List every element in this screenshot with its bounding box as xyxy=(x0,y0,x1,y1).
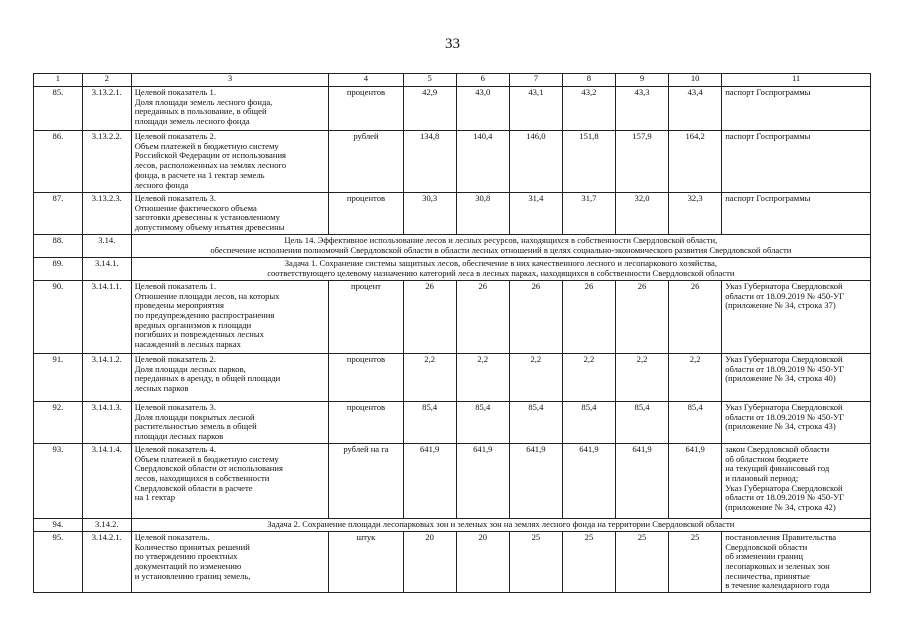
value-cell: 134,8 xyxy=(403,131,456,193)
value-cell: 20 xyxy=(456,531,509,592)
indicators-table xyxy=(33,73,871,593)
value-cell: 151,8 xyxy=(562,131,615,193)
indicator-name: Целевой показатель 3. Отношение фактического объема заготовки древесины к установленному допустимому объему изъятия древесины xyxy=(131,193,329,235)
indicator-name: Целевой показатель. Количество принятых решений по утверждению проектных документаций по изменению и установлению границ земель, xyxy=(131,531,329,592)
value-cell: 26 xyxy=(562,280,615,353)
source-cell: Указ Губернатора Свердловской области от 18.09.2019 № 450-УГ (приложение № 34, строка 40) xyxy=(722,353,871,401)
source-cell: паспорт Госпрограммы xyxy=(722,193,871,235)
row-code: 3.14.1.3. xyxy=(82,401,131,443)
value-cell: 85,4 xyxy=(403,401,456,443)
value-cell: 31,7 xyxy=(562,193,615,235)
page-number: 33 xyxy=(445,36,460,52)
row-code: 3.14.1.2. xyxy=(82,353,131,401)
source-cell: закон Свердловской области об областном бюджете на текущий финансовый год и плановый период; Указ Губернатора Свердловской области от 18.09.2019 № 450-УГ (приложение № 34, строка 42) xyxy=(722,443,871,518)
table-row xyxy=(34,87,871,131)
goal-text: Задача 1. Сохранение системы защитных лесов, обеспечение в них качественного лесного и лесопаркового хозяйства, соответствующего целевому назначению категорий леса в лесных парках, находящихся в собственности Свердловской области xyxy=(131,257,870,280)
goal-row xyxy=(34,518,871,531)
column-number: 5 xyxy=(403,74,456,87)
table-row xyxy=(34,531,871,592)
value-cell: 31,4 xyxy=(509,193,562,235)
goal-row xyxy=(34,257,871,280)
row-number: 88. xyxy=(34,234,83,257)
value-cell: 2,2 xyxy=(562,353,615,401)
row-number: 85. xyxy=(34,87,83,131)
value-cell: 641,9 xyxy=(669,443,722,518)
table-row xyxy=(34,193,871,235)
value-cell: 641,9 xyxy=(456,443,509,518)
value-cell: 30,8 xyxy=(456,193,509,235)
value-cell: 20 xyxy=(403,531,456,592)
value-cell: 30,3 xyxy=(403,193,456,235)
table-header-row xyxy=(34,74,871,87)
indicator-name: Целевой показатель 3. Доля площади покрытых лесной растительностью земель в общей площади лесных парков xyxy=(131,401,329,443)
value-cell: 43,0 xyxy=(456,87,509,131)
table-row xyxy=(34,280,871,353)
value-cell: 85,4 xyxy=(562,401,615,443)
unit-cell: процент xyxy=(329,280,403,353)
row-number: 92. xyxy=(34,401,83,443)
value-cell: 43,1 xyxy=(509,87,562,131)
value-cell: 2,2 xyxy=(403,353,456,401)
value-cell: 25 xyxy=(669,531,722,592)
value-cell: 85,4 xyxy=(509,401,562,443)
row-number: 91. xyxy=(34,353,83,401)
row-number: 94. xyxy=(34,518,83,531)
indicator-name: Целевой показатель 2. Доля площади лесных парков, переданных в аренду, в общей площади лесных парков xyxy=(131,353,329,401)
row-code: 3.14.1.1. xyxy=(82,280,131,353)
value-cell: 2,2 xyxy=(669,353,722,401)
value-cell: 42,9 xyxy=(403,87,456,131)
column-number: 1 xyxy=(34,74,83,87)
value-cell: 2,2 xyxy=(456,353,509,401)
value-cell: 26 xyxy=(509,280,562,353)
value-cell: 164,2 xyxy=(669,131,722,193)
value-cell: 43,4 xyxy=(669,87,722,131)
row-number: 89. xyxy=(34,257,83,280)
indicator-name: Целевой показатель 2. Объем платежей в бюджетную систему Российской Федерации от использования лесов, расположенных на землях лесного фонда, в расчете на 1 гектар земель лесного фонда xyxy=(131,131,329,193)
goal-text: Цель 14. Эффективное использование лесов и лесных ресурсов, находящихся в собственности Свердловской области, обеспечение исполнения полномочий Свердловской области в области лесных отношений в целях социально-экономического развития Свердловской области xyxy=(131,234,870,257)
value-cell: 641,9 xyxy=(616,443,669,518)
table-row xyxy=(34,131,871,193)
source-cell: паспорт Госпрограммы xyxy=(722,131,871,193)
source-cell: паспорт Госпрограммы xyxy=(722,87,871,131)
row-code: 3.14.2. xyxy=(82,518,131,531)
row-number: 87. xyxy=(34,193,83,235)
value-cell: 25 xyxy=(562,531,615,592)
value-cell: 26 xyxy=(456,280,509,353)
row-code: 3.14.1.4. xyxy=(82,443,131,518)
value-cell: 641,9 xyxy=(403,443,456,518)
unit-cell: рублей на га xyxy=(329,443,403,518)
row-code: 3.13.2.3. xyxy=(82,193,131,235)
row-number: 90. xyxy=(34,280,83,353)
unit-cell: рублей xyxy=(329,131,403,193)
value-cell: 2,2 xyxy=(616,353,669,401)
row-number: 86. xyxy=(34,131,83,193)
column-number: 4 xyxy=(329,74,403,87)
table-row xyxy=(34,443,871,518)
value-cell: 2,2 xyxy=(509,353,562,401)
value-cell: 26 xyxy=(403,280,456,353)
indicator-name: Целевой показатель 1. Доля площади земель лесного фонда, переданных в пользование, в общей площади земель лесного фонда xyxy=(131,87,329,131)
value-cell: 26 xyxy=(616,280,669,353)
row-code: 3.13.2.2. xyxy=(82,131,131,193)
column-number: 10 xyxy=(669,74,722,87)
goal-text: Задача 2. Сохранение площади лесопарковых зон и зеленых зон на землях лесного фонда на территории Свердловской области xyxy=(131,518,870,531)
value-cell: 25 xyxy=(616,531,669,592)
value-cell: 32,0 xyxy=(616,193,669,235)
value-cell: 85,4 xyxy=(669,401,722,443)
unit-cell: процентов xyxy=(329,401,403,443)
column-number: 3 xyxy=(131,74,329,87)
unit-cell: процентов xyxy=(329,87,403,131)
unit-cell: процентов xyxy=(329,353,403,401)
row-code: 3.14.2.1. xyxy=(82,531,131,592)
goal-row xyxy=(34,234,871,257)
value-cell: 146,0 xyxy=(509,131,562,193)
column-number: 2 xyxy=(82,74,131,87)
value-cell: 26 xyxy=(669,280,722,353)
table-row xyxy=(34,353,871,401)
source-cell: постановления Правительства Свердловской области об изменении границ лесопарковых и зеленых зон лесничества, принятые в течение календарного года xyxy=(722,531,871,592)
indicator-name: Целевой показатель 4. Объем платежей в бюджетную систему Свердловской области от использования лесов, находящихся в собственности Свердловской области в расчете на 1 гектар xyxy=(131,443,329,518)
value-cell: 85,4 xyxy=(616,401,669,443)
unit-cell: процентов xyxy=(329,193,403,235)
value-cell: 157,9 xyxy=(616,131,669,193)
value-cell: 140,4 xyxy=(456,131,509,193)
value-cell: 641,9 xyxy=(562,443,615,518)
unit-cell: штук xyxy=(329,531,403,592)
value-cell: 43,3 xyxy=(616,87,669,131)
row-code: 3.13.2.1. xyxy=(82,87,131,131)
column-number: 7 xyxy=(509,74,562,87)
column-number: 8 xyxy=(562,74,615,87)
value-cell: 43,2 xyxy=(562,87,615,131)
value-cell: 85,4 xyxy=(456,401,509,443)
source-cell: Указ Губернатора Свердловской области от 18.09.2019 № 450-УГ (приложение № 34, строка 37) xyxy=(722,280,871,353)
table-row xyxy=(34,401,871,443)
value-cell: 32,3 xyxy=(669,193,722,235)
indicator-name: Целевой показатель 1. Отношение площади лесов, на которых проведены мероприятия по предупреждению распространения вредных организмов к площади погибших и поврежденных лесных насаждений в лесных парках xyxy=(131,280,329,353)
row-code: 3.14. xyxy=(82,234,131,257)
column-number: 9 xyxy=(616,74,669,87)
row-number: 93. xyxy=(34,443,83,518)
source-cell: Указ Губернатора Свердловской области от 18.09.2019 № 450-УГ (приложение № 34, строка 43) xyxy=(722,401,871,443)
value-cell: 25 xyxy=(509,531,562,592)
row-code: 3.14.1. xyxy=(82,257,131,280)
column-number: 11 xyxy=(722,74,871,87)
column-number: 6 xyxy=(456,74,509,87)
row-number: 95. xyxy=(34,531,83,592)
value-cell: 641,9 xyxy=(509,443,562,518)
